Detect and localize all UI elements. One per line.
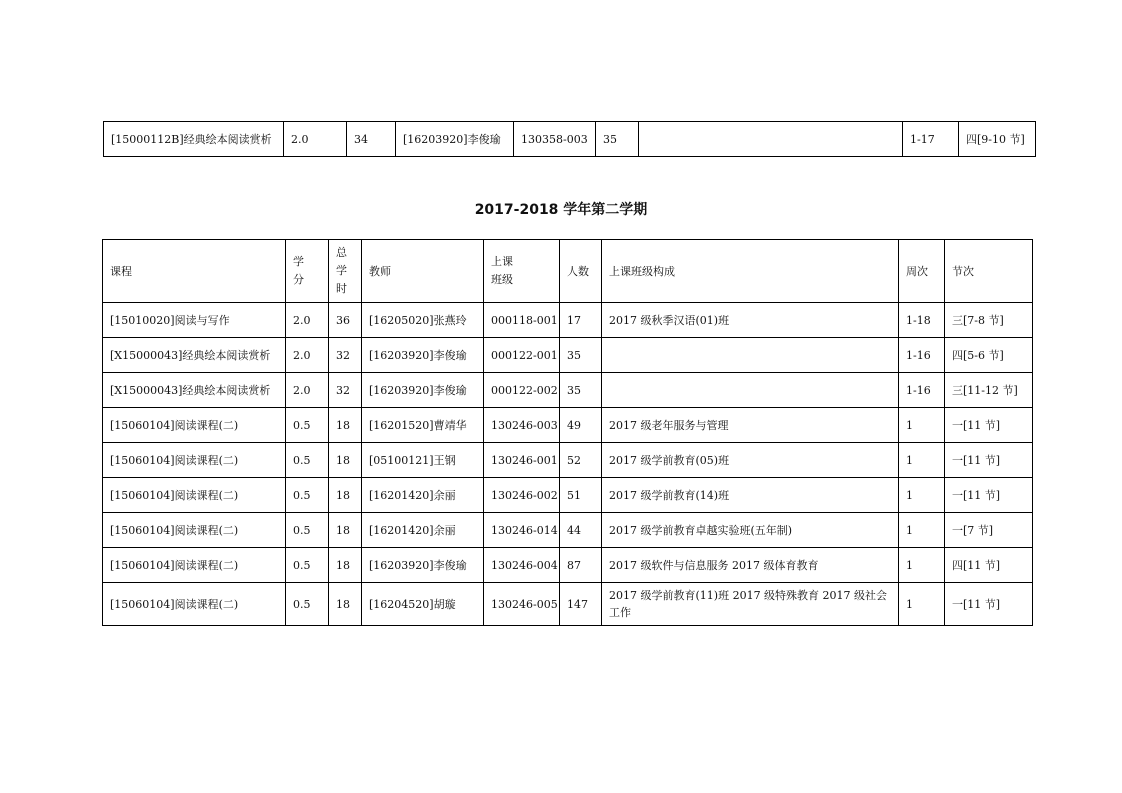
weeks-cell: 1 [899,408,945,443]
table-row [103,478,1033,513]
class-code-cell: 000122-002 [484,373,560,408]
table-header-row [103,240,1033,303]
hours-cell: 18 [329,513,362,548]
header-total-hours: 总 学 时 [329,240,362,303]
enrollment-cell: 52 [560,443,602,478]
table-row [103,513,1033,548]
class-code-cell: 130246-005 [484,583,560,626]
composition-cell [602,373,899,408]
table-row [103,373,1033,408]
composition-cell: 2017 级学前教育(11)班 2017 级特殊教育 2017 级社会工作 [602,583,899,626]
teacher-cell: [16203920]李俊瑜 [396,122,514,157]
teacher-cell: [16201420]余丽 [362,478,484,513]
hours-cell: 32 [329,373,362,408]
periods-cell: 三[11-12 节] [945,373,1033,408]
enrollment-cell: 35 [560,373,602,408]
course-cell: [15060104]阅读课程(二) [103,548,286,583]
course-cell: [15000112B]经典绘本阅读赏析 [104,122,284,157]
hours-cell: 18 [329,548,362,583]
class-code-cell: 130358-003 [514,122,596,157]
header-credit: 学 分 [286,240,329,303]
composition-cell: 2017 级学前教育卓越实验班(五年制) [602,513,899,548]
table-row [103,583,1033,626]
previous-semester-table [103,121,1036,157]
credit-cell: 0.5 [286,583,329,626]
table-row [103,303,1033,338]
composition-cell: 2017 级老年服务与管理 [602,408,899,443]
header-class-composition: 上课班级构成 [602,240,899,303]
course-cell: [15010020]阅读与写作 [103,303,286,338]
table-row [103,443,1033,478]
composition-cell: 2017 级学前教育(05)班 [602,443,899,478]
teacher-cell: [05100121]王钢 [362,443,484,478]
credit-cell: 0.5 [286,548,329,583]
periods-cell: 一[11 节] [945,478,1033,513]
hours-cell: 34 [347,122,396,157]
periods-cell: 四[5-6 节] [945,338,1033,373]
enrollment-cell: 17 [560,303,602,338]
table-row [103,408,1033,443]
credit-cell: 0.5 [286,478,329,513]
weeks-cell: 1-16 [899,338,945,373]
class-code-cell: 000118-001 [484,303,560,338]
weeks-cell: 1 [899,583,945,626]
teacher-cell: [16201420]余丽 [362,513,484,548]
weeks-cell: 1 [899,443,945,478]
header-teacher: 教师 [362,240,484,303]
course-cell: [15060104]阅读课程(二) [103,513,286,548]
weeks-cell: 1 [899,513,945,548]
composition-cell [639,122,903,157]
course-cell: [X15000043]经典绘本阅读赏析 [103,338,286,373]
credit-cell: 2.0 [286,338,329,373]
hours-cell: 18 [329,408,362,443]
course-cell: [15060104]阅读课程(二) [103,408,286,443]
course-cell: [15060104]阅读课程(二) [103,478,286,513]
credit-cell: 2.0 [286,303,329,338]
table-row [103,548,1033,583]
credit-cell: 2.0 [284,122,347,157]
composition-cell: 2017 级学前教育(14)班 [602,478,899,513]
weeks-cell: 1 [899,478,945,513]
header-weeks: 周次 [899,240,945,303]
class-code-cell: 130246-001 [484,443,560,478]
enrollment-cell: 35 [560,338,602,373]
hours-cell: 36 [329,303,362,338]
enrollment-cell: 51 [560,478,602,513]
weeks-cell: 1 [899,548,945,583]
header-course: 课程 [103,240,286,303]
hours-cell: 18 [329,478,362,513]
credit-cell: 0.5 [286,443,329,478]
class-code-cell: 130246-004 [484,548,560,583]
enrollment-cell: 35 [596,122,639,157]
header-class-code: 上课 班级 [484,240,560,303]
teacher-cell: [16201520]曹靖华 [362,408,484,443]
semester-title: 2017-2018 学年第二学期 [474,202,648,218]
header-enrollment: 人数 [560,240,602,303]
credit-cell: 2.0 [286,373,329,408]
weeks-cell: 1-18 [899,303,945,338]
hours-cell: 18 [329,583,362,626]
teacher-cell: [16204520]胡璇 [362,583,484,626]
enrollment-cell: 87 [560,548,602,583]
teacher-cell: [16205020]张燕玲 [362,303,484,338]
course-cell: [X15000043]经典绘本阅读赏析 [103,373,286,408]
course-cell: [15060104]阅读课程(二) [103,583,286,626]
enrollment-cell: 147 [560,583,602,626]
credit-cell: 0.5 [286,408,329,443]
composition-cell: 2017 级秋季汉语(01)班 [602,303,899,338]
course-cell: [15060104]阅读课程(二) [103,443,286,478]
periods-cell: 四[9-10 节] [959,122,1036,157]
enrollment-cell: 49 [560,408,602,443]
hours-cell: 32 [329,338,362,373]
header-periods: 节次 [945,240,1033,303]
class-code-cell: 000122-001 [484,338,560,373]
class-code-cell: 130246-002 [484,478,560,513]
composition-cell [602,338,899,373]
periods-cell: 一[11 节] [945,583,1033,626]
teacher-cell: [16203920]李俊瑜 [362,338,484,373]
teacher-cell: [16203920]李俊瑜 [362,373,484,408]
periods-cell: 一[11 节] [945,443,1033,478]
weeks-cell: 1-17 [903,122,959,157]
credit-cell: 0.5 [286,513,329,548]
table-row [103,338,1033,373]
teacher-cell: [16203920]李俊瑜 [362,548,484,583]
weeks-cell: 1-16 [899,373,945,408]
table-row [104,122,1036,157]
course-schedule-table [102,239,1033,626]
enrollment-cell: 44 [560,513,602,548]
periods-cell: 一[11 节] [945,408,1033,443]
hours-cell: 18 [329,443,362,478]
composition-cell: 2017 级软件与信息服务 2017 级体育教育 [602,548,899,583]
periods-cell: 一[7 节] [945,513,1033,548]
class-code-cell: 130246-014 [484,513,560,548]
periods-cell: 三[7-8 节] [945,303,1033,338]
periods-cell: 四[11 节] [945,548,1033,583]
class-code-cell: 130246-003 [484,408,560,443]
